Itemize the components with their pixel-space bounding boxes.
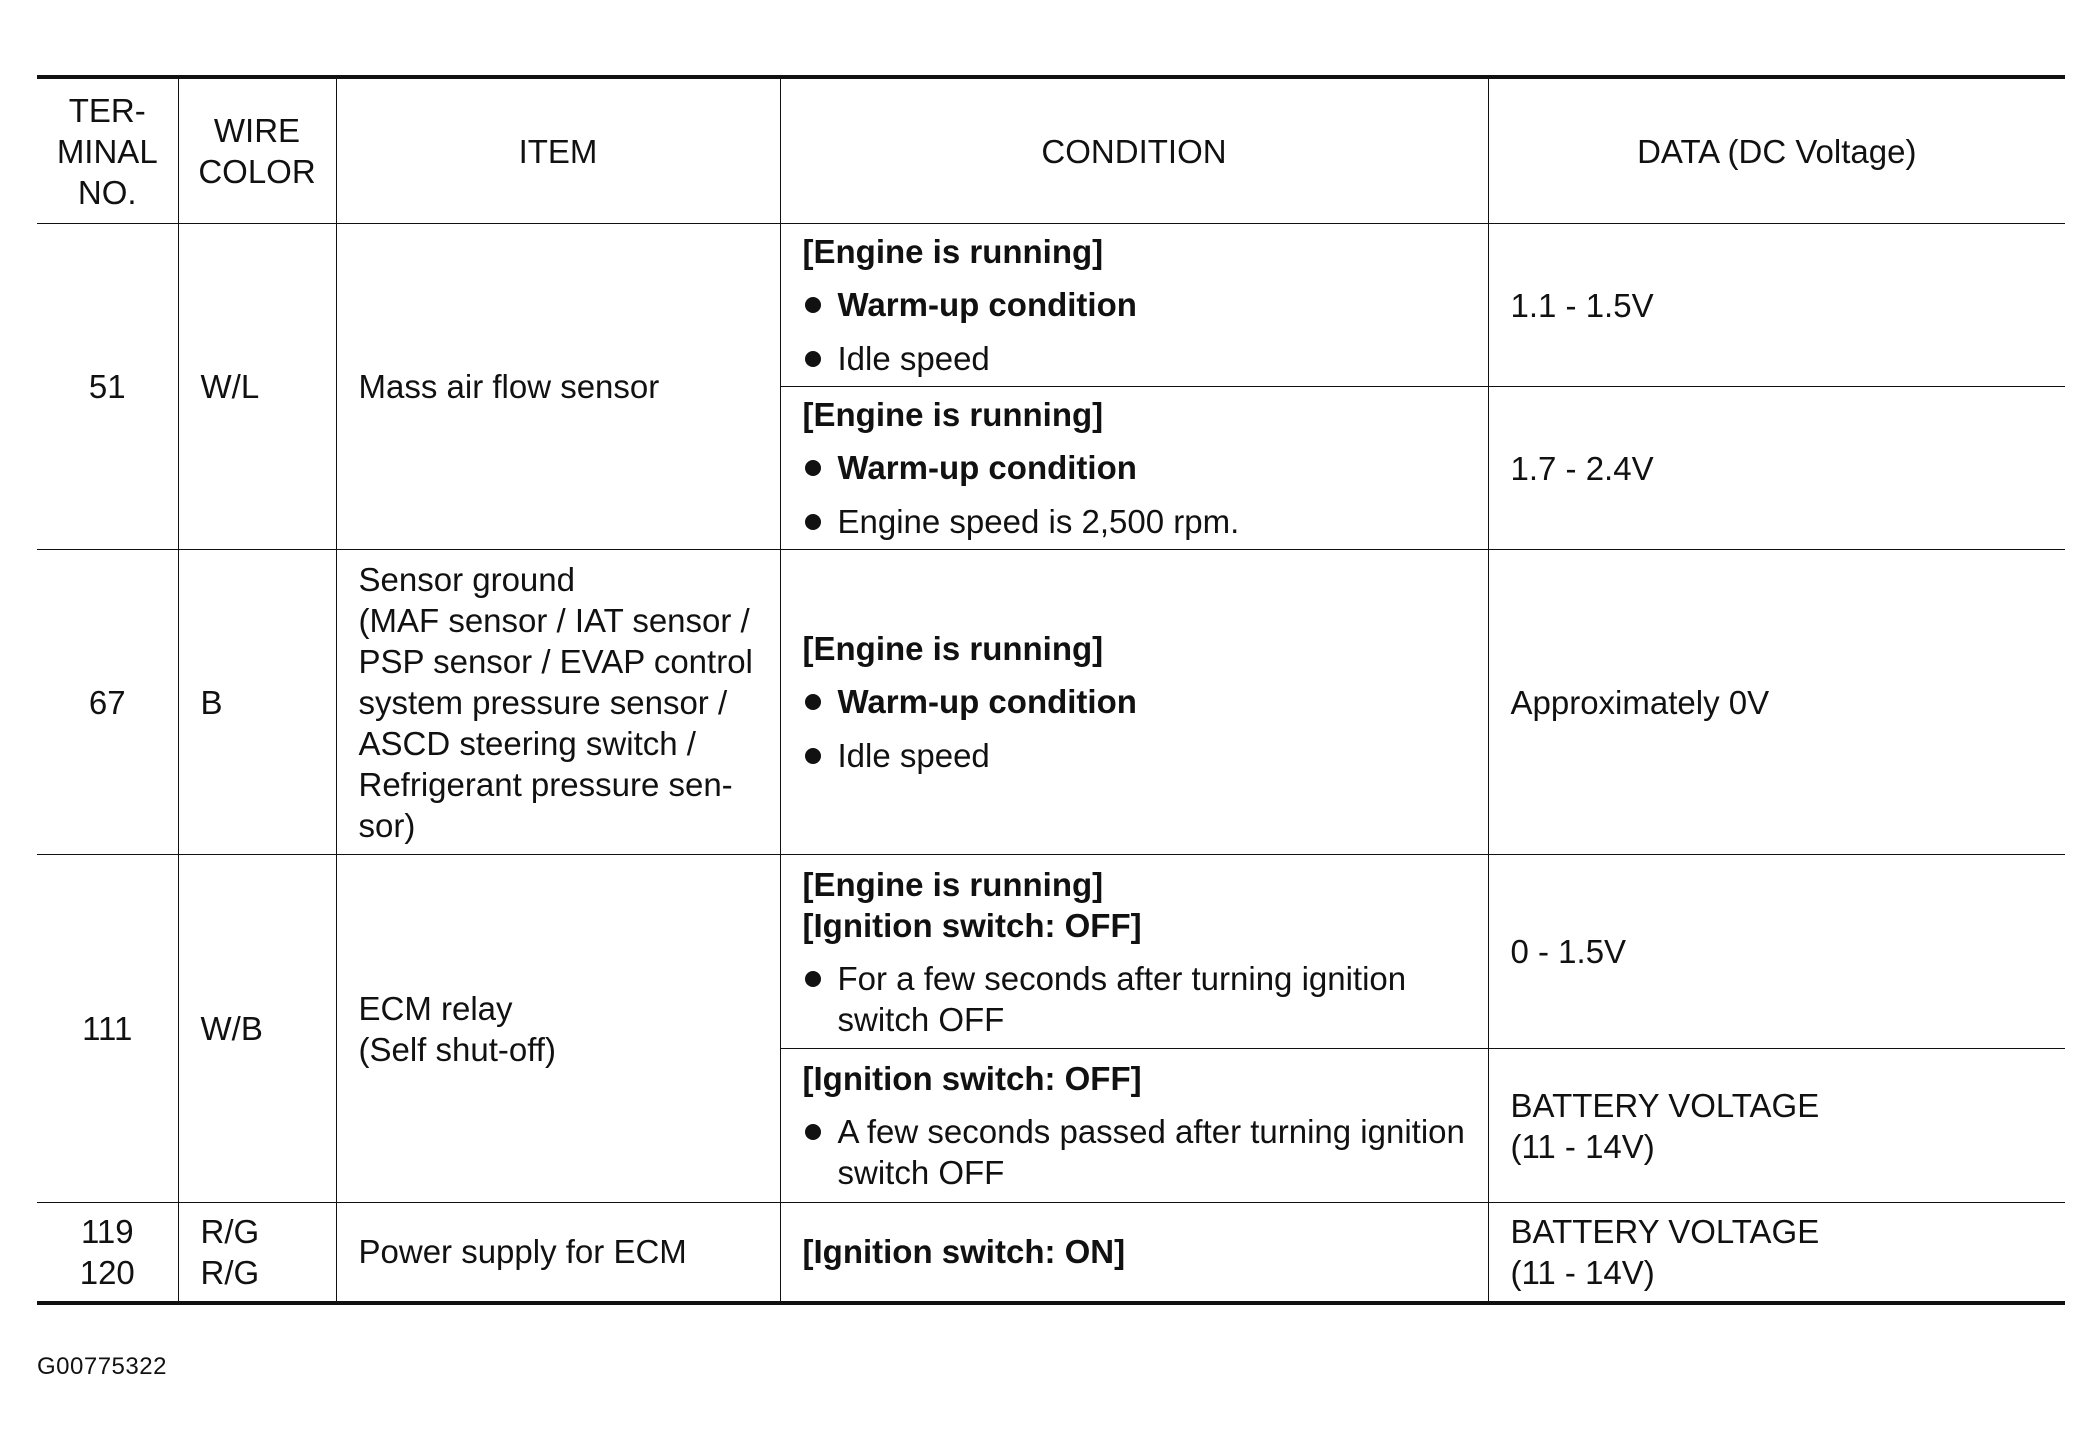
condition-heading: [Engine is running] [Ignition switch: OFF] [802,865,1142,944]
condition-cell [780,1049,1488,1203]
header-wire-color: WIRE COLOR [178,77,336,224]
table-row [37,224,2065,387]
condition-cell [780,550,1488,855]
condition-cell [780,224,1488,387]
data-value: BATTERY VOLTAGE (11 - 14V) [1488,1203,2065,1303]
header-item: ITEM [336,77,780,224]
terminal-number: 119 120 [37,1203,178,1303]
item-description: Mass air flow sensor [336,224,780,550]
item-description: ECM relay (Self shut-off) [336,855,780,1203]
condition-bullet: Idle speed [803,338,1474,379]
condition-bullet: Engine speed is 2,500 rpm. [803,501,1474,542]
header-condition: CONDITION [780,77,1488,224]
condition-bullet: Warm-up condition [803,447,1474,488]
wire-color: B [178,550,336,855]
condition-heading: [Engine is running] [802,630,1104,667]
condition-heading: [Ignition switch: ON] [802,1233,1126,1271]
condition-bullet: A few seconds passed after turning ignition switch OFF [803,1111,1474,1193]
ecm-terminal-table [37,75,2065,1305]
table-row [37,855,2065,1049]
header-data: DATA (DC Voltage) [1488,77,2065,224]
wire-color: W/B [178,855,336,1203]
condition-cell [780,855,1488,1049]
condition-cell [780,1203,1488,1303]
table-row [37,550,2065,855]
data-value: 0 - 1.5V [1488,855,2065,1049]
item-description: Power supply for ECM [336,1203,780,1303]
condition-bullet: For a few seconds after turning ignition switch OFF [803,958,1474,1040]
condition-list [803,447,1474,542]
terminal-number: 111 [37,855,178,1203]
data-value: BATTERY VOLTAGE (11 - 14V) [1488,1049,2065,1203]
condition-heading: [Engine is running] [802,396,1104,433]
data-value: 1.7 - 2.4V [1488,387,2065,550]
terminal-number: 67 [37,550,178,855]
header-terminal-no: TER- MINAL NO. [37,77,178,224]
condition-bullet: Idle speed [803,735,1474,776]
condition-list [803,1111,1474,1193]
wire-color: R/G R/G [178,1203,336,1303]
condition-heading: [Ignition switch: OFF] [802,1060,1142,1097]
wire-color: W/L [178,224,336,550]
header-row [37,77,2065,224]
condition-bullet: Warm-up condition [803,284,1474,325]
condition-list [803,958,1474,1040]
table-row [37,1203,2065,1303]
item-description: Sensor ground (MAF sensor / IAT sensor / PSP sensor / EVAP control system pressure sensor / ASCD steering switch / Refrigerant pressure sen- sor) [336,550,780,855]
data-value: 1.1 - 1.5V [1488,224,2065,387]
terminal-number: 51 [37,224,178,550]
condition-list [803,681,1474,776]
condition-bullet: Warm-up condition [803,681,1474,722]
ecm-terminal-table-sheet [37,75,2065,1305]
figure-id-label: G00775322 [37,1353,167,1380]
condition-heading: [Engine is running] [802,233,1104,270]
condition-cell [780,387,1488,550]
condition-list [803,284,1474,379]
data-value: Approximately 0V [1488,550,2065,855]
